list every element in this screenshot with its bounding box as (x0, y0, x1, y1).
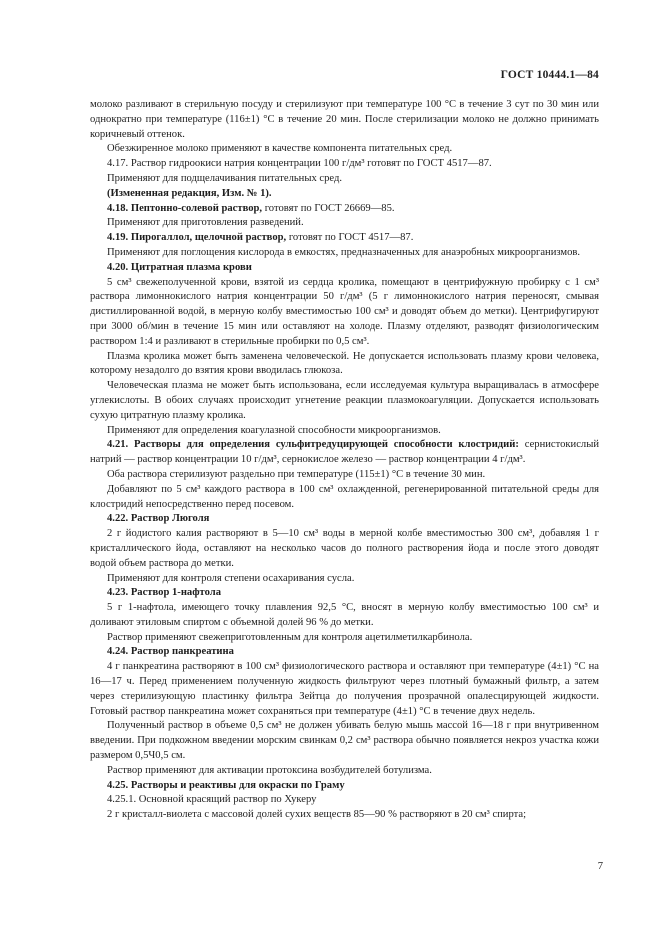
paragraph-heading: 4.18. Пептонно-солевой раствор, (107, 202, 263, 214)
paragraph: 5 см³ свежеполученной крови, взятой из сердца кролика, помещают в центрифужную пробирку с 1 см³ раствора лимоннокислого натрия концентрации 50 г/дм³ (5 г лимоннокислого натрия переносят, смывая дистиллированной водой, в мерную колбу вместимостью 100 см³ и доводят объем до метки). Центрифугируют при 3000 об/мин в течение 15 мин или оставляют на холоде. Плазму отделяют, разводят физиологическим раствором 1:4 и разливают в стерильные пробирки по 0,5 см³. (90, 276, 599, 347)
paragraph-heading: 4.19. Пирогаллол, щелочной раствор, (107, 232, 287, 244)
paragraph: 4.25.1. Основной красящий раствор по Хукеру (107, 794, 317, 806)
paragraph: Полученный раствор в объеме 0,5 см³ не должен убивать белую мышь массой 16—18 г при внутривенном введении. При подкожном введении морским свинкам 0,2 см³ раствора обычно появляется некроз участка кожи размером 0,5Ч0,5 см. (90, 720, 599, 762)
paragraph: 4.25. Растворы и реактивы для окраски по Граму (107, 779, 345, 791)
paragraph: Оба раствора стерилизуют раздельно при температуре (115±1) °С в течение 30 мин. (107, 468, 486, 480)
paragraph: 2 г кристалл-виолета с массовой долей сухих веществ 85—90 % растворяют в 20 см³ спирта; (107, 809, 527, 821)
paragraph: Обезжиренное молоко применяют в качестве компонента питательных сред. (107, 143, 453, 155)
paragraph: Раствор применяют свежеприготовленным для контроля ацетилметилкарбинола. (107, 631, 473, 643)
paragraph: Применяют для подщелачивания питательных сред. (107, 172, 343, 184)
paragraph: 4.17. Раствор гидроокиси натрия концентрации 100 г/дм³ готовят по ГОСТ 4517—87. (107, 158, 492, 170)
paragraph (90, 231, 599, 246)
paragraph: Раствор применяют для активации протоксина возбудителей ботулизма. (107, 764, 432, 776)
paragraph: молоко разливают в стерильную посуду и стерилизуют при температуре 100 °С в течение 3 сут по 30 мин или однократно при температуре (116±1) °С в течение 20 мин. После стерилизации молоко не должно принимать коричневый оттенок. (90, 99, 599, 140)
paragraph: 4.22. Раствор Люголя (107, 513, 210, 525)
paragraph-text: готовят по ГОСТ 4517—87. (286, 232, 414, 244)
paragraph: 2 г йодистого калия растворяют в 5—10 см³ воды в мерной колбе вместимостью 300 см³, добавляя 1 г кристаллического йода, оставляют на несколько часов до полного растворения йода и после этого доводят водой объем раствора до метки. (90, 528, 599, 569)
paragraph (90, 202, 599, 217)
standard-code-header: ГОСТ 10444.1—84 (500, 69, 599, 81)
paragraph: Добавляют по 5 см³ каждого раствора в 100 см³ охлажденной, регенерированной питательной среды для клостридий непосредственно перед посевом. (90, 483, 599, 510)
paragraph: 4 г панкреатина растворяют в 100 см³ физиологического раствора и оставляют при температуре (4±1) °С на 16—17 ч. Перед применением полученную жидкость фильтруют через плотный бумажный фильтр, а затем через стерилизующую пластинку фильтра Зейтца до получения прозрачной опалесцирующей жидкости. Готовый раствор панкреатина может сохраняться при температуре (4±1) °С в течение двух недель. (90, 661, 599, 717)
paragraph: 4.24. Раствор панкреатина (107, 646, 234, 658)
paragraph: Применяют для контроля степени осахаривания сусла. (107, 572, 355, 584)
page-number: 7 (597, 861, 603, 872)
paragraph: Применяют для поглощения кислорода в емкостях, предназначенных для анаэробных микроорганизмов. (107, 246, 581, 258)
paragraph: 4.23. Раствор 1-нафтола (107, 587, 222, 599)
paragraph-heading: 4.21. Растворы для определения сульфитредуцирующей способности клостридий: (107, 439, 519, 451)
paragraph (90, 438, 599, 468)
paragraph: 4.20. Цитратная плазма крови (107, 261, 252, 273)
paragraph: Плазма кролика может быть заменена человеческой. Не допускается использовать плазму крови человека, которому незадолго до взятия крови вводилась глюкоза. (90, 350, 599, 377)
document-body (90, 98, 599, 823)
paragraph: 5 г 1-нафтола, имеющего точку плавления 92,5 °С, вносят в мерную колбу вместимостью 100 см³ и доливают этиловым спиртом с объемной долей 96 % до метки. (90, 602, 599, 628)
paragraph: Человеческая плазма не может быть использована, если исследуемая культура выращивалась в атмосфере углекислоты. В обоих случаях происходит угнетение реакции плазмокоагуляции. Допускается использовать сухую цитратную плазму кролика. (90, 380, 599, 421)
paragraph: Применяют для приготовления разведений. (107, 217, 304, 229)
paragraph: Применяют для определения коагулазной способности микроорганизмов. (107, 424, 441, 436)
paragraph-text: готовят по ГОСТ 26669—85. (262, 202, 395, 214)
paragraph: (Измененная редакция, Изм. № 1). (107, 187, 272, 199)
paragraph-text: сернистокислый натрий — раствор концентрации 10 г/дм³, сернокислое железо — раствор концентрации 4 г/дм³. (90, 439, 599, 466)
